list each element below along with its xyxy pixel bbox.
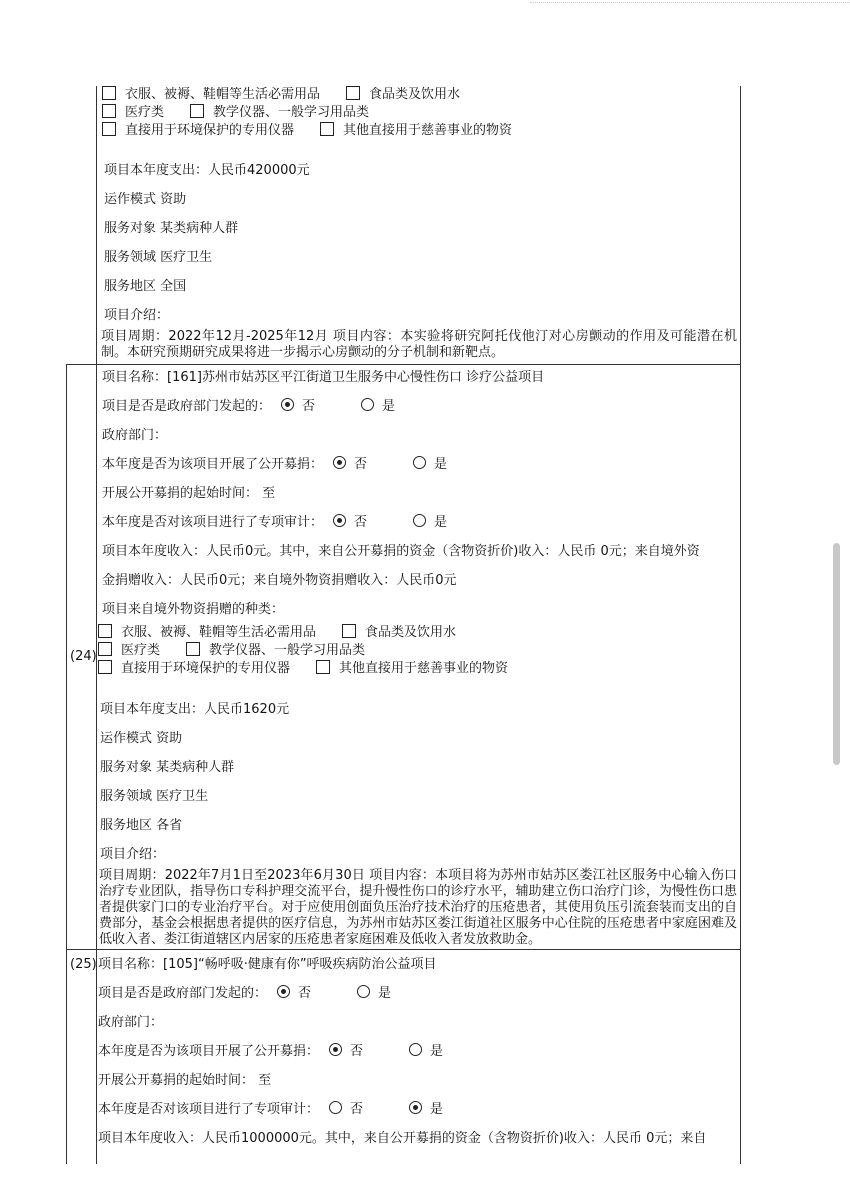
option-label: 否 (350, 1044, 364, 1059)
service-region: 服务地区 全国 (104, 279, 187, 294)
category-row-3 (102, 122, 512, 139)
row-divider-25 (66, 949, 740, 950)
public-fundraising-question (102, 456, 447, 473)
project-name: 项目名称：[161]苏州市姑苏区平江街道卫生服务中心慢性伤口 诊疗公益项目 (102, 370, 545, 385)
service-target: 服务对象 某类病种人群 (104, 221, 239, 236)
checkbox-medical[interactable] (98, 642, 112, 656)
table-left-border (96, 86, 97, 1164)
radio-audit-no[interactable] (333, 514, 346, 527)
special-audit-question (102, 514, 447, 531)
project-expense: 项目本年度支出：人民币420000元 (104, 163, 310, 178)
category-label: 其他直接用于慈善事业的物资 (343, 123, 513, 138)
radio-audit-no[interactable] (329, 1101, 342, 1114)
radio-fundraising-yes[interactable] (409, 1043, 422, 1056)
category-label: 教学仪器、一般学习用品类 (213, 105, 370, 120)
option-label: 是 (434, 457, 448, 472)
intro-text: 项目周期：2022年7月1日至2023年6月30日 项目内容：本项目将为苏州市姑苏区娄江社区服务中心输入伤口治疗专业团队，指导伤口专科护理交流平台，提升慢性伤口的诊疗水平，辅助建立伤口治疗门诊，为慢性伤口患者提供家门口的专业治疗平台。对于应使用创面负压治疗技术治疗的压疮患者，其使用负压引流套装而支出的自费部分，基金会根据患者提供的医疗信息，为苏州市姑苏区娄江街道社区服务中心住院的压疮患者中家庭困难及低收入者、娄江街道辖区内居家的压疮患者家庭困难及低收入者发放救助金。 (99, 868, 737, 947)
radio-fundraising-yes[interactable] (413, 456, 426, 469)
checkbox-daily-necessities[interactable] (98, 624, 112, 638)
project-expense: 项目本年度支出：人民币1620元 (100, 702, 290, 717)
intro-label: 项目介绍： (100, 847, 166, 862)
radio-gov-no[interactable] (281, 398, 294, 411)
table-outer-left-border (66, 364, 67, 1164)
scrollbar-thumb[interactable] (833, 543, 840, 765)
gov-initiated-question (98, 985, 391, 1002)
entry-number: (24) (70, 649, 97, 664)
fundraising-start-time: 开展公开募捐的起始时间： 至 (102, 486, 276, 501)
option-label: 是 (430, 1102, 444, 1117)
income-line-1: 项目本年度收入：人民币1000000元。其中，来自公开募捐的资金（含物资折价)收入：人民币 0元；来自 (98, 1131, 707, 1146)
gov-department: 政府部门： (98, 1015, 164, 1030)
public-fundraising-question (98, 1043, 443, 1060)
gov-initiated-question (102, 398, 395, 415)
question-label: 本年度是否为该项目开展了公开募捐： (102, 457, 324, 472)
project-name: 项目名称：[105]“畅呼吸·健康有你”呼吸疾病防治公益项目 (98, 957, 437, 972)
checkbox-other-charity[interactable] (316, 660, 330, 674)
checkbox-teaching[interactable] (190, 104, 204, 118)
checkbox-other-charity[interactable] (320, 122, 334, 136)
table-right-border (740, 86, 741, 1164)
question-label: 项目是否是政府部门发起的： (102, 399, 272, 414)
question-label: 本年度是否对该项目进行了专项审计： (102, 515, 324, 530)
option-label: 是 (378, 986, 392, 1001)
radio-audit-yes[interactable] (409, 1101, 422, 1114)
option-label: 是 (434, 515, 448, 530)
service-region: 服务地区 各省 (100, 818, 183, 833)
category-row-1 (98, 624, 456, 641)
service-field: 服务领域 医疗卫生 (104, 250, 213, 265)
income-line-2: 金捐赠收入：人民币0元；来自境外物资捐赠收入：人民币0元 (102, 573, 457, 588)
checkbox-environment[interactable] (98, 660, 112, 674)
question-label: 项目是否是政府部门发起的： (98, 986, 268, 1001)
intro-label: 项目介绍： (104, 308, 170, 323)
category-label: 衣服、被褥、鞋帽等生活必需用品 (125, 87, 321, 102)
category-label: 教学仪器、一般学习用品类 (209, 643, 366, 658)
category-label: 直接用于环境保护的专用仪器 (121, 661, 291, 676)
checkbox-environment[interactable] (102, 122, 116, 136)
gov-department: 政府部门： (102, 428, 168, 443)
radio-gov-yes[interactable] (357, 985, 370, 998)
option-label: 是 (430, 1044, 444, 1059)
option-label: 是 (382, 399, 396, 414)
service-field: 服务领域 医疗卫生 (100, 789, 209, 804)
checkbox-daily-necessities[interactable] (102, 86, 116, 100)
option-label: 否 (354, 515, 368, 530)
category-label: 医疗类 (125, 105, 165, 120)
category-label: 直接用于环境保护的专用仪器 (125, 123, 295, 138)
category-label: 其他直接用于慈善事业的物资 (339, 661, 509, 676)
question-label: 本年度是否对该项目进行了专项审计： (98, 1102, 320, 1117)
fundraising-start-time: 开展公开募捐的起始时间： 至 (98, 1073, 272, 1088)
operation-mode: 运作模式 资助 (104, 192, 187, 207)
category-label: 食品类及饮用水 (369, 87, 461, 102)
special-audit-question (98, 1101, 443, 1118)
row-divider-24 (66, 364, 740, 365)
category-row-2 (102, 104, 369, 121)
income-line-1: 项目本年度收入：人民币0元。其中，来自公开募捐的资金（含物资折价)收入：人民币 0元；来自境外资 (102, 544, 700, 559)
category-label: 医疗类 (121, 643, 161, 658)
category-row-1 (102, 86, 460, 103)
radio-gov-no[interactable] (277, 985, 290, 998)
top-edge-mark (530, 2, 850, 3)
category-label: 衣服、被褥、鞋帽等生活必需用品 (121, 625, 317, 640)
checkbox-food-water[interactable] (342, 624, 356, 638)
radio-audit-yes[interactable] (413, 514, 426, 527)
radio-fundraising-no[interactable] (329, 1043, 342, 1056)
foreign-donation-types-label: 项目来自境外物资捐赠的种类： (102, 602, 285, 617)
option-label: 否 (350, 1102, 364, 1117)
option-label: 否 (354, 457, 368, 472)
entry-number: (25) (70, 957, 97, 972)
checkbox-teaching[interactable] (186, 642, 200, 656)
service-target: 服务对象 某类病种人群 (100, 760, 235, 775)
question-label: 本年度是否为该项目开展了公开募捐： (98, 1044, 320, 1059)
option-label: 否 (298, 986, 312, 1001)
radio-gov-yes[interactable] (361, 398, 374, 411)
intro-text: 项目周期：2022年12月-2025年12月 项目内容：本实验将研究阿托伐他汀对心房颤动的作用及可能潜在机制。本研究预期研究成果将进一步揭示心房颤动的分子机制和新靶点。 (101, 329, 737, 360)
radio-fundraising-no[interactable] (333, 456, 346, 469)
option-label: 否 (302, 399, 316, 414)
category-row-3 (98, 660, 508, 677)
operation-mode: 运作模式 资助 (100, 731, 183, 746)
category-label: 食品类及饮用水 (365, 625, 457, 640)
checkbox-food-water[interactable] (346, 86, 360, 100)
category-row-2 (98, 642, 365, 659)
checkbox-medical[interactable] (102, 104, 116, 118)
